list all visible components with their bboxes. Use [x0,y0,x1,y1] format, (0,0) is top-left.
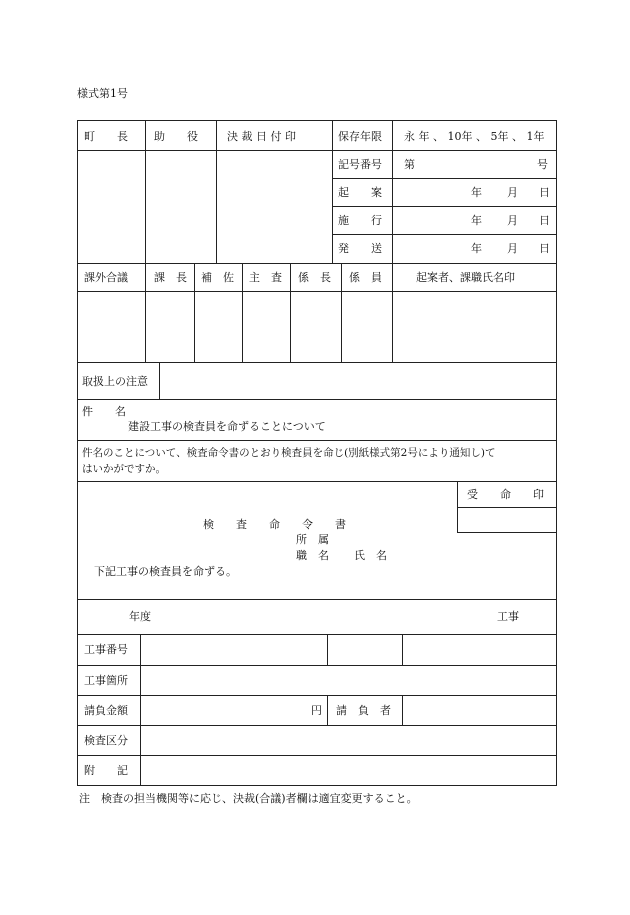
approver-shusa: 主 査 [249,271,282,284]
footnote: 注 検査の担当機関等に応じ、決裁(合議)者欄は適宜変更すること。 [79,792,418,805]
approver-kakariin: 係 員 [349,271,382,284]
ukeoi-kingaku-label: 請負金額 [84,704,128,717]
contractor-label: 請 負 者 [336,704,391,717]
kensa-kubun-label: 検査区分 [84,734,128,747]
outer-left-border [77,120,78,785]
koji-bango-label: 工事番号 [84,643,128,656]
outer-right-border [556,120,557,785]
body-text-line-2: はいかがですか。 [82,463,166,475]
yen-unit: 円 [311,704,322,717]
form-number: 様式第1号 [77,87,128,100]
approver-kacho: 課 長 [154,271,187,284]
kenmei-value: 建設工事の検査員を命ずることについて [128,420,326,433]
body-text-line-1: 件名のことについて、検査命令書のとおり検査員を命じ(別紙様式第2号により通知し)て [82,447,496,459]
kigo-bango-label: 記号番号 [338,158,382,171]
hozon-value: 永 年 、 10年 、 5年 、 1年 [404,130,545,143]
seko-label: 施 行 [338,214,382,227]
kigo-go: 号 [537,158,548,171]
approver-hosa: 補 佐 [201,271,234,284]
approver-kagai: 課外合議 [84,271,128,284]
order-shimei: 氏 名 [354,549,387,562]
koji-label: 工事 [497,610,519,623]
approver-kiansha: 起案者、課職氏名印 [416,271,515,284]
kessai-label: 決 裁 日 付 印 [227,130,296,143]
kenmei-label: 件 名 [82,405,126,418]
outer-top-border [77,120,557,121]
cho-label: 町 長 [84,130,128,143]
kian-label: 起 案 [338,186,382,199]
approver-kakaricho: 係 長 [298,271,331,284]
receipt-seal-label: 受 命 印 [467,488,544,501]
order-shozoku: 所 属 [296,533,329,546]
jo-label: 助 役 [154,130,198,143]
order-instruction: 下記工事の検査員を命ずる。 [94,565,237,578]
hozon-label: 保存年限 [338,130,382,143]
haso-label: 発 送 [338,242,382,255]
order-title: 検 査 命 令 書 [203,518,346,531]
nendo-label: 年度 [129,610,151,623]
kigo-dai: 第 [404,158,415,171]
toriatsukai-label: 取扱上の注意 [82,375,148,388]
outer-bottom-border [77,785,557,786]
koji-kasho-label: 工事箇所 [84,674,128,687]
fuki-label: 附 記 [84,764,128,777]
order-shokumei: 職 名 [296,549,329,562]
